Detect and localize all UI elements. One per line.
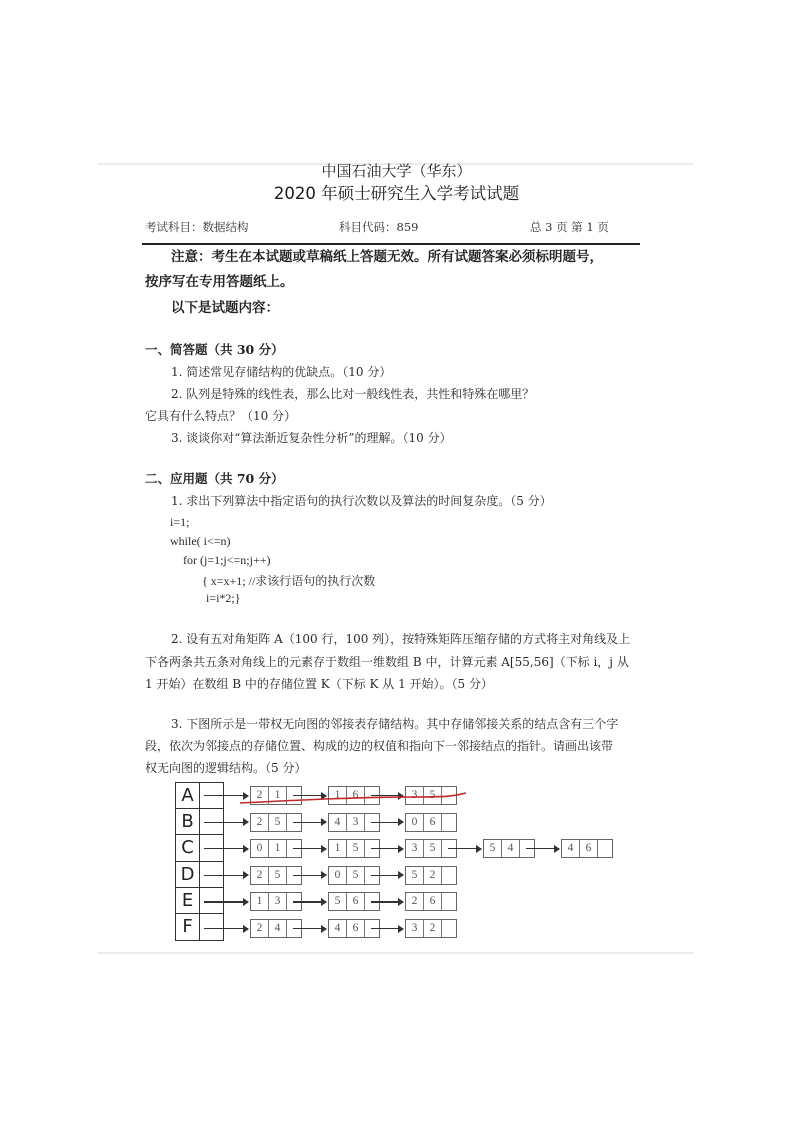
s2-question-2-line-2: 下各两条共五条对角线上的元素存于数组一维数组 B 中，计算元素 A[55,56]（下标 i，j 从 bbox=[145, 655, 629, 669]
weight-field: 6 bbox=[347, 920, 365, 937]
adjvex-field: 5 bbox=[406, 867, 424, 884]
weight-field: 2 bbox=[424, 867, 442, 884]
adjvex-field: 3 bbox=[406, 787, 424, 804]
weight-field: 5 bbox=[347, 867, 365, 884]
adjvex-field: 4 bbox=[329, 920, 347, 937]
intro-text: 以下是试题内容： bbox=[171, 300, 279, 316]
code-line-4: { x=x+1; //求该行语句的执行次数 bbox=[202, 574, 376, 588]
s2-question-3-line-2: 段，依次为邻接点的存储位置、构成的边的权值和指向下一邻接结点的指针。请画出该带 bbox=[145, 739, 614, 753]
s1-question-2-cont: 它具有什么特点？（10 分） bbox=[145, 409, 297, 423]
weight-field: 5 bbox=[347, 840, 365, 857]
weight-field: 5 bbox=[269, 867, 287, 884]
weight-field: 6 bbox=[424, 893, 442, 910]
vertex-label: B bbox=[176, 809, 200, 834]
exam-title: 2020 年硕士研究生入学考试试题 bbox=[273, 184, 520, 203]
adjvex-field: 2 bbox=[251, 787, 269, 804]
section-1-title: 一、简答题（共 30 分） bbox=[145, 342, 284, 357]
weight-field: 1 bbox=[269, 840, 287, 857]
s2-question-3-line-3: 权无向图的逻辑结构。（5 分） bbox=[145, 761, 307, 775]
notice-line-2: 按序写在专用答题纸上。 bbox=[145, 274, 294, 290]
weight-field: 6 bbox=[347, 787, 365, 804]
adjvex-field: 1 bbox=[329, 787, 347, 804]
weight-field: 4 bbox=[502, 840, 520, 857]
weight-field: 6 bbox=[424, 814, 442, 831]
vertex-label: D bbox=[176, 862, 200, 887]
adjvex-field: 1 bbox=[329, 840, 347, 857]
adjvex-field: 5 bbox=[329, 893, 347, 910]
vertex-label: C bbox=[176, 835, 200, 860]
weight-field: 1 bbox=[269, 787, 287, 804]
adjvex-field: 5 bbox=[484, 840, 502, 857]
adjvex-field: 1 bbox=[251, 893, 269, 910]
weight-field: 6 bbox=[347, 893, 365, 910]
weight-field: 3 bbox=[347, 814, 365, 831]
notice-line-1: 注意：考生在本试题或草稿纸上答题无效。所有试题答案必须标明题号， bbox=[171, 249, 603, 265]
s2-question-3-line-1: 3. 下图所示是一带权无向图的邻接表存储结构。其中存储邻接关系的结点含有三个字 bbox=[171, 717, 619, 731]
weight-field: 5 bbox=[424, 840, 442, 857]
adjvex-field: 2 bbox=[251, 814, 269, 831]
page-count: 总 3 页 第 1 页 bbox=[530, 220, 609, 234]
s2-question-2-line-1: 2. 设有五对角矩阵 A（100 行，100 列），按特殊矩阵压缩存储的方式将主对角线及上 bbox=[171, 632, 631, 646]
adjvex-field: 0 bbox=[329, 867, 347, 884]
section-2-title: 二、应用题（共 70 分） bbox=[145, 471, 284, 486]
code-line-2: while( i<=n) bbox=[170, 534, 231, 548]
adjvex-field: 3 bbox=[406, 840, 424, 857]
adjvex-field: 4 bbox=[329, 814, 347, 831]
adjvex-field: 0 bbox=[406, 814, 424, 831]
adjvex-field: 2 bbox=[251, 867, 269, 884]
weight-field: 6 bbox=[580, 840, 598, 857]
s1-question-2: 2. 队列是特殊的线性表，那么比对一般线性表，共性和特殊在哪里？ bbox=[171, 387, 535, 401]
subject-code: 科目代码：859 bbox=[339, 220, 419, 234]
code-line-1: i=1; bbox=[170, 515, 190, 529]
adjvex-field: 3 bbox=[406, 920, 424, 937]
vertex-label: F bbox=[176, 914, 200, 940]
weight-field: 5 bbox=[269, 814, 287, 831]
s1-question-3: 3. 谈谈你对“算法渐近复杂性分析”的理解。（10 分） bbox=[171, 431, 452, 445]
exam-subject: 考试科目：数据结构 bbox=[145, 220, 249, 234]
adjvex-field: 4 bbox=[562, 840, 580, 857]
vertex-label: E bbox=[176, 888, 200, 913]
s1-question-1: 1. 简述常见存储结构的优缺点。（10 分） bbox=[171, 365, 392, 379]
weight-field: 3 bbox=[269, 893, 287, 910]
vertex-label: A bbox=[176, 783, 200, 808]
university-name: 中国石油大学（华东） bbox=[321, 162, 472, 180]
weight-field: 4 bbox=[269, 920, 287, 937]
s2-question-1: 1. 求出下列算法中指定语句的执行次数以及算法的时间复杂度。（5 分） bbox=[171, 494, 552, 508]
code-line-5: i=i*2;} bbox=[206, 591, 241, 605]
weight-field: 5 bbox=[424, 787, 442, 804]
s2-question-2-line-3: 1 开始）在数组 B 中的存储位置 K（下标 K 从 1 开始）。（5 分） bbox=[145, 677, 493, 691]
adjvex-field: 0 bbox=[251, 840, 269, 857]
adjvex-field: 2 bbox=[406, 893, 424, 910]
adjvex-field: 2 bbox=[251, 920, 269, 937]
code-line-3: for (j=1;j<=n;j++) bbox=[183, 553, 271, 567]
weight-field: 2 bbox=[424, 920, 442, 937]
